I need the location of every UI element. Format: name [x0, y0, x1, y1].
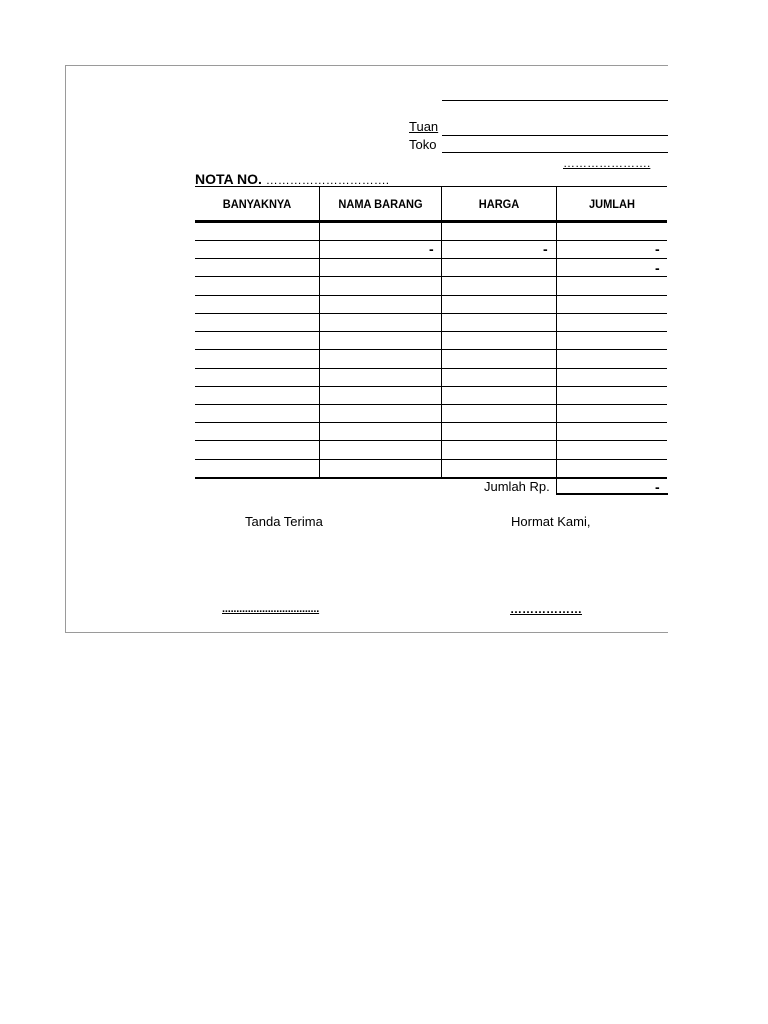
- row-line: [195, 459, 667, 460]
- hormat-kami-label: Hormat Kami,: [511, 514, 591, 529]
- row-line: [195, 368, 667, 369]
- row-line: [195, 422, 667, 423]
- row-line: [195, 331, 667, 332]
- col-divider-1: [319, 186, 320, 478]
- row-line: [195, 258, 667, 259]
- date-placeholder[interactable]: ………………….: [563, 156, 651, 170]
- table-top-border: [195, 186, 667, 187]
- row-line: [195, 404, 667, 405]
- col-header-banyaknya: BANYAKNYA: [222, 197, 292, 211]
- col-header-jumlah: JUMLAH: [589, 197, 635, 211]
- toko-field-line[interactable]: [442, 152, 668, 153]
- nota-number-placeholder[interactable]: ………………………….: [265, 173, 390, 187]
- receiver-signature-line[interactable]: ..................................: [222, 603, 320, 615]
- row-line: [195, 295, 667, 296]
- row-line: [195, 386, 667, 387]
- table-header-border: [195, 220, 667, 223]
- table-cell: -: [655, 260, 660, 276]
- total-label: Jumlah Rp.: [484, 479, 550, 494]
- col-header-harga: HARGA: [478, 197, 520, 211]
- col-divider-3: [556, 186, 557, 478]
- tuan-label: Tuan: [409, 119, 439, 134]
- total-value: -: [655, 479, 660, 495]
- row-line: [195, 349, 667, 350]
- table-cell: -: [543, 241, 548, 257]
- sender-signature-line[interactable]: ………………: [510, 602, 582, 616]
- col-header-nama-barang: NAMA BARANG: [338, 197, 423, 211]
- toko-label: Toko: [409, 137, 437, 152]
- top-blank-line: [442, 100, 668, 101]
- nota-label: NOTA NO.: [195, 171, 262, 187]
- col-divider-2: [441, 186, 442, 478]
- row-line: [195, 440, 667, 441]
- table-cell: -: [429, 241, 434, 257]
- total-value-box: [556, 478, 668, 495]
- table-cell: -: [655, 241, 660, 257]
- row-line: [195, 313, 667, 314]
- row-line: [195, 276, 667, 277]
- tuan-field-line[interactable]: [442, 135, 668, 136]
- tanda-terima-label: Tanda Terima: [245, 514, 323, 529]
